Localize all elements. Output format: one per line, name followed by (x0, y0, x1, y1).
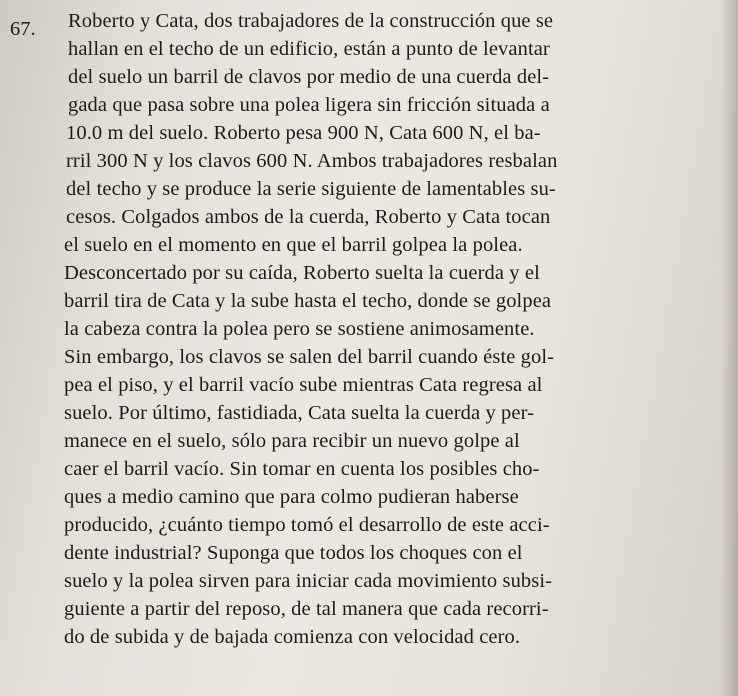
problem-line: do de subida y de bajada comienza con velocidad cero. (64, 626, 521, 648)
problem-line: el suelo en el momento en que el barril golpea la polea. (64, 234, 523, 256)
problem-line: gada que pasa sobre una polea ligera sin fricción situada a (68, 94, 550, 116)
problem-line: suelo. Por último, fastidiada, Cata suelta la cuerda y per- (64, 402, 535, 424)
problem-line: dente industrial? Suponga que todos los choques con el (64, 542, 523, 564)
problem-line: ques a medio camino que para colmo pudieran haberse (64, 486, 519, 508)
problem-line: manece en el suelo, sólo para recibir un nuevo golpe al (64, 430, 520, 452)
problem-line: 10.0 m del suelo. Roberto pesa 900 N, Cata 600 N, el ba- (66, 122, 541, 144)
problem-line: hallan en el techo de un edificio, están a punto de levantar (68, 38, 550, 60)
problem-number: 67. (10, 18, 36, 40)
problem-line: Roberto y Cata, dos trabajadores de la construcción que se (68, 10, 554, 32)
problem-line: producido, ¿cuánto tiempo tomó el desarrollo de este acci- (64, 514, 550, 536)
problem-line: del suelo un barril de clavos por medio de una cuerda del- (68, 66, 550, 88)
problem-line: pea el piso, y el barril vacío sube mientras Cata regresa al (64, 374, 543, 396)
problem-line: barril tira de Cata y la sube hasta el techo, donde se golpea (64, 290, 552, 312)
problem-line: guiente a partir del reposo, de tal manera que cada recorri- (64, 598, 549, 620)
problem-line: cesos. Colgados ambos de la cuerda, Roberto y Cata tocan (66, 206, 551, 228)
problem-line: Desconcertado por su caída, Roberto suelta la cuerda y el (64, 262, 540, 284)
problem-line: la cabeza contra la polea pero se sostiene animosamente. (64, 318, 535, 340)
problem-line: caer el barril vacío. Sin tomar en cuenta los posibles cho- (64, 458, 540, 480)
problem-line: del techo y se produce la serie siguiente de lamentables su- (66, 178, 556, 200)
problem-line: suelo y la polea sirven para iniciar cada movimiento subsi- (64, 570, 553, 592)
page-edge-shadow (720, 0, 738, 696)
problem-line: rril 300 N y los clavos 600 N. Ambos trabajadores resbalan (66, 150, 558, 172)
problem-line: Sin embargo, los clavos se salen del barril cuando éste gol- (64, 346, 555, 368)
